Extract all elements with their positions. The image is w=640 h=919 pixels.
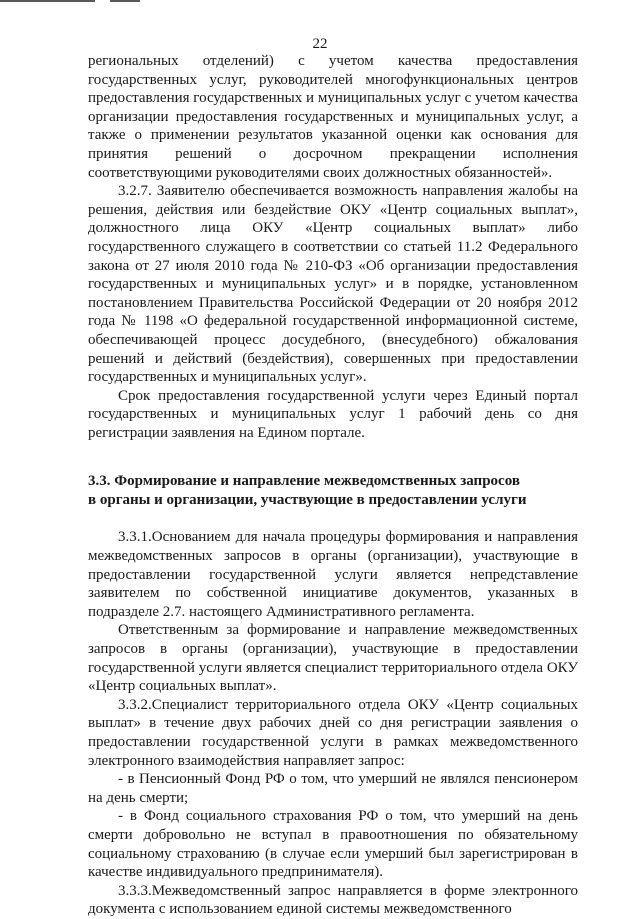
paragraph-portal-term: Срок предоставления государственной услуги через Единый портал государственных и муниципальных услуг 1 рабочий день со дня регистрации заявления на Едином портале. <box>88 387 578 441</box>
spacer <box>88 510 578 528</box>
paragraph-3-2-7: 3.2.7. Заявителю обеспечивается возможность направления жалобы на решения, действия или бездействие ОКУ «Центр социальных выплат», должностного лица ОКУ «Центр социальных выплат» либо государственного служащего в соответствии со статьей 11.2 Федерального закона от 27 июля 2010 года № 210-ФЗ «Об организации предоставления государственных и муниципальных услуг» и в порядке, установленном постановлением Правительства Российской Федерации от 20 ноября 2012 года № 1198 «О федеральной государственной информационной системе, обеспечивающей процесс досудебного, (внесудебного) обжалования решений и действий (бездействия), совершенных при предоставлении государственных и муниципальных услуг». <box>88 183 578 386</box>
paragraph-3-3-2: 3.3.2.Специалист территориального отдела ОКУ «Центр социальных выплат» в течение двух рабочих дней со дня регистрации заявления о предоставлении государственной услуги в рамках межведомственного электронного взаимодействия направляет запрос: <box>88 696 578 769</box>
paragraph-continuation: региональных отделений) с учетом качества предоставления государственных услуг, руководителей многофункциональных центров предоставления государственных и муниципальных услуг с учетом качества организации предоставления государственных и муниципальных услуг, а также о применении результатов указанной оценки как основания для принятия решений о досрочном прекращении исполнения соответствующими руководителями своих должностных обязанностей». <box>88 53 578 181</box>
list-item-pension-fund: - в Пенсионный Фонд РФ о том, что умерший не являлся пенсионером на день смерти; <box>88 771 578 806</box>
paragraph-3-3-3: 3.3.3.Межведомственный запрос направляется в форме электронного документа с использованием единой системы межведомственного <box>88 882 578 918</box>
scan-mark-left <box>0 0 95 2</box>
paragraph-3-3-1: 3.3.1.Основанием для начала процедуры формирования и направления межведомственных запросов в органы (организации), участвующие в предоставлении государственной услуги является непредставление заявителем по собственной инициативе документов, указанных в подразделе 2.7. настоящего Административного регламента. <box>88 529 578 620</box>
list-item-social-insurance: - в Фонд социального страхования РФ о том, что умерший на день смерти добровольно не вступал в правоотношения по обязательному социальному страхованию (в случае если умерший был зарегистрирован в качестве индивидуального предпринимателя). <box>88 808 578 881</box>
paragraph-responsible: Ответственным за формирование и направление межведомственных запросов в органы (организации), участвующие в предоставлении государственной услуги является специалист территориального отдела ОКУ «Центр социальных выплат». <box>88 622 578 695</box>
page-number: 22 <box>312 36 328 52</box>
spacer <box>88 442 578 472</box>
document-body <box>88 52 578 919</box>
section-heading-line1: 3.3. Формирование и направление межведомственных запросов <box>88 473 520 490</box>
scan-mark-right <box>110 0 140 2</box>
section-heading-line2: в органы и организации, участвующие в предоставлении услуги <box>88 492 527 509</box>
